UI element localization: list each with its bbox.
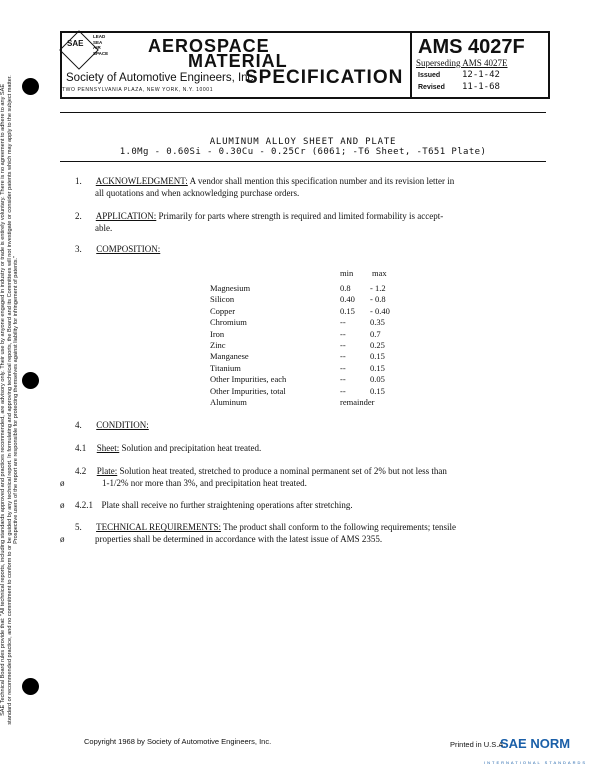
punch-hole-bottom xyxy=(22,678,39,695)
section-5-cont: properties shall be determined in accordance with the latest issue of AMS 2355. xyxy=(95,534,383,544)
comp-max: - 0.8 xyxy=(370,294,386,305)
header-rule xyxy=(60,112,546,113)
title-specification: SPECIFICATION xyxy=(245,67,404,88)
punch-hole-middle xyxy=(22,372,39,389)
printed-in: Printed in U.S.A. xyxy=(450,740,506,749)
sae-logo-text: SAE xyxy=(67,39,84,48)
comp-min: -- xyxy=(340,374,346,385)
change-mark-4-2-1: ø xyxy=(60,500,65,510)
comp-min: 0.40 xyxy=(340,294,355,305)
section-3: 3. COMPOSITION: xyxy=(75,244,161,254)
change-mark-5: ø xyxy=(60,534,65,544)
section-5-title: TECHNICAL REQUIREMENTS: xyxy=(96,522,222,532)
comp-min: remainder xyxy=(340,397,375,407)
comp-element: Iron xyxy=(210,328,225,339)
sae-norm-watermark: SAE NORM xyxy=(500,736,571,751)
comp-min: 0.15 xyxy=(340,305,355,316)
comp-max: 0.25 xyxy=(370,340,385,350)
comp-element: Copper xyxy=(210,305,236,316)
title-material: MATERIAL xyxy=(188,51,288,71)
section-4-1-title: Sheet: xyxy=(96,443,120,453)
section-4-2: 4.2 Plate: Solution heat treated, stretched to produce a nominal permanent set of 2% but not less than xyxy=(75,466,447,476)
comp-max: 0.05 xyxy=(370,374,385,385)
section-1-cont: all quotations and when acknowledging purchase orders. xyxy=(95,188,300,198)
revised-label: Revised xyxy=(418,84,445,91)
sae-norm-watermark-sub: INTERNATIONAL STANDARDS xyxy=(484,760,588,765)
comp-min: -- xyxy=(340,385,346,396)
comp-element: Titanium xyxy=(210,362,241,373)
comp-max-header: max xyxy=(372,268,387,278)
section-5: 5. TECHNICAL REQUIREMENTS: The product shall conform to the following requirements; tensile xyxy=(75,522,457,532)
section-2-title: APPLICATION: xyxy=(95,211,157,221)
comp-min: -- xyxy=(340,362,346,373)
spec-number: AMS 4027F xyxy=(418,36,525,58)
comp-element: Silicon xyxy=(210,294,235,305)
section-4-2-1: 4.2.1 Plate shall receive no further straightening operations after stretching. xyxy=(75,500,353,510)
comp-max: 0.15 xyxy=(370,385,385,396)
comp-min: -- xyxy=(340,340,346,350)
section-4-1: 4.1 Sheet: Solution and precipitation heat treated. xyxy=(75,443,262,453)
comp-element: Magnesium xyxy=(210,283,251,293)
comp-max: 0.7 xyxy=(370,328,381,339)
material-rule xyxy=(60,161,546,162)
section-2-cont: able. xyxy=(95,223,113,233)
issued-label: Issued xyxy=(418,72,441,79)
comp-element: Manganese xyxy=(210,351,249,362)
comp-element: Zinc xyxy=(210,340,226,350)
material-composition-title: 1.0Mg - 0.60Si - 0.30Cu - 0.25Cr (6061; -T6 Sheet, -T651 Plate) xyxy=(119,147,487,157)
comp-max: 0.35 xyxy=(370,317,385,328)
comp-min: 0.8 xyxy=(340,283,351,293)
section-3-title: COMPOSITION: xyxy=(96,244,161,254)
section-4: 4. CONDITION: xyxy=(75,420,149,430)
comp-min: -- xyxy=(340,351,346,362)
comp-max: 0.15 xyxy=(370,362,385,373)
comp-element: Other Impurities, total xyxy=(210,385,286,396)
punch-hole-top xyxy=(22,78,39,95)
change-mark-4-2: ø xyxy=(60,478,65,488)
header-divider xyxy=(410,31,412,97)
comp-element: Aluminum xyxy=(210,397,247,407)
material-title: ALUMINUM ALLOY SHEET AND PLATE xyxy=(209,137,397,147)
society-address: TWO PENNSYLVANIA PLAZA, NEW YORK, N.Y. 10001 xyxy=(62,87,214,93)
section-4-2-title: Plate: xyxy=(96,466,118,476)
comp-max: - 0.40 xyxy=(370,305,390,316)
section-2: 2. APPLICATION: Primarily for parts where strength is required and limited formability is accept- xyxy=(75,211,444,221)
sae-logo-caption: LEAD SEA AIR SPACE xyxy=(93,34,109,56)
section-4-title: CONDITION: xyxy=(96,420,149,430)
title-aerospace: AEROSPACE xyxy=(148,36,270,56)
section-4-2-cont: 1-1/2% nor more than 3%, and precipitation heat treated. xyxy=(102,478,307,488)
section-1: 1. ACKNOWLEDGMENT: A vendor shall mention this specification number and its revision letter in xyxy=(75,176,455,186)
comp-min: -- xyxy=(340,328,346,339)
comp-element: Chromium xyxy=(210,317,247,328)
technical-board-disclaimer: SAE Technical Board rules provide that: "All technical reports, including standards approved and practices recommended, are advisory only. Their use by anyone engaged in industry or trade is entirely voluntary. There is no agreement to adhere to any SAE standard or recommended practice, and no commitment to conform to or be guided by any technical report. In formulating and approving technical reports, the Board and its Committees will not investigate or consider patents which may apply to the subject matter. Prospective users of the report are responsible for protecting themselves against liability for infringement of patents." xyxy=(0,75,20,725)
copyright: Copyright 1968 by Society of Automotive Engineers, Inc. xyxy=(84,737,272,746)
superseding-note: Superseding AMS 4027E xyxy=(416,58,508,68)
society-name: Society of Automotive Engineers, Inc. xyxy=(66,72,257,84)
comp-max: 0.15 xyxy=(370,351,385,362)
section-1-title: ACKNOWLEDGMENT: xyxy=(95,176,188,186)
comp-min: -- xyxy=(340,317,346,328)
comp-max: - 1.2 xyxy=(370,283,386,293)
revised-date: 11-1-68 xyxy=(462,82,500,92)
issued-date: 12-1-42 xyxy=(462,70,500,80)
comp-element: Other Impurities, each xyxy=(210,374,287,385)
comp-min-header: min xyxy=(340,268,354,278)
